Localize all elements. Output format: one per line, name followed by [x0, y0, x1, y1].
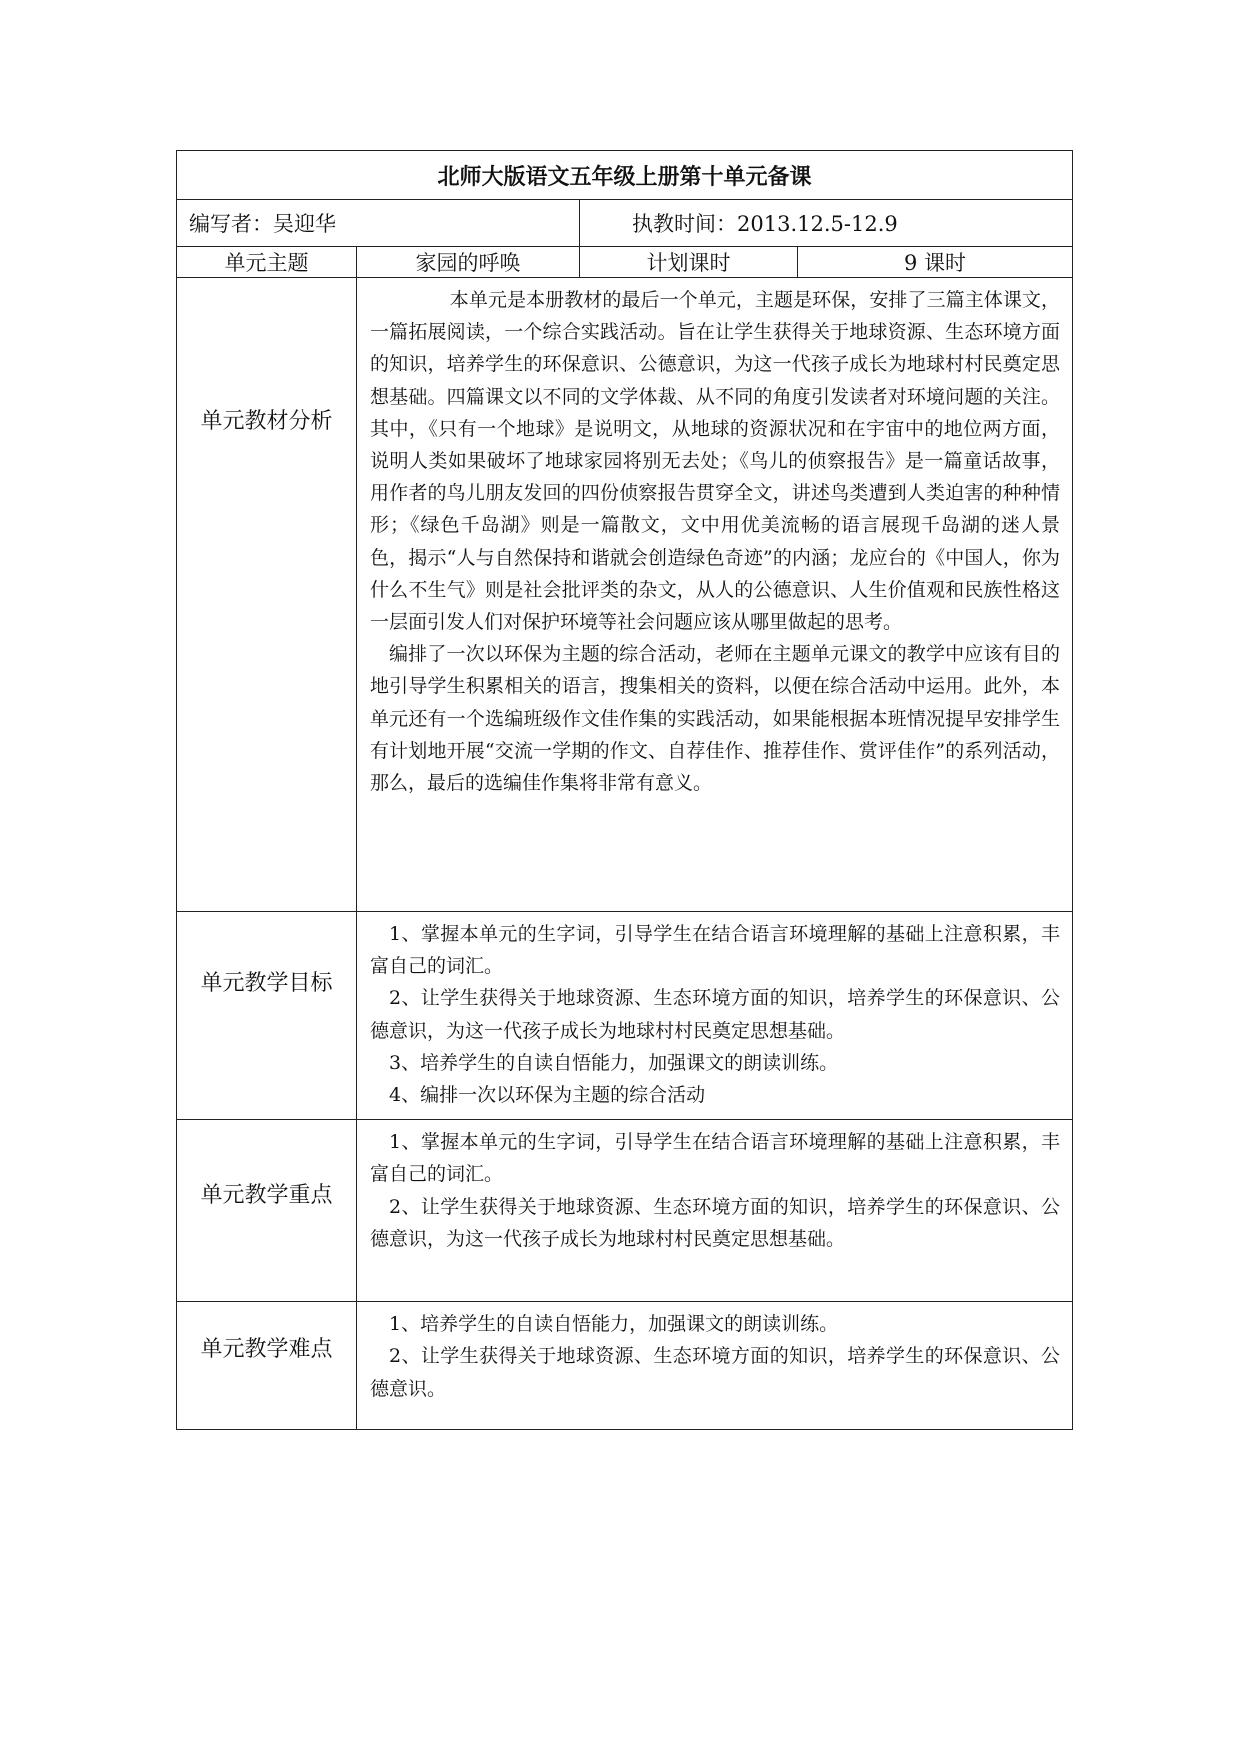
goal-item: 3、培养学生的自读自悟能力，加强课文的朗读训练。	[389, 1051, 839, 1074]
document-title: 北师大版语文五年级上册第十单元备课	[177, 151, 1073, 200]
teaching-time-cell: 执教时间：2013.12.5-12.9	[580, 200, 1073, 247]
lesson-plan-table	[176, 150, 1073, 1430]
analysis-paragraph-2: 编排了一次以环保为主题的综合活动，老师在主题单元课文的教学中应该有目的地引导学生积累相关的语言，搜集相关的资料，以便在综合活动中运用。此外，本单元还有一个选编班级作文佳作集的实践活动，如果能根据本班情况提早安排学生有计划地开展“交流一学期的作文、自荐佳作、推荐佳作、赏评佳作”的系列活动，那么，最后的选编佳作集将非常有意义。	[370, 643, 1061, 795]
focus-item: 1、掌握本单元的生字词，引导学生在结合语言环境理解的基础上注意积累，丰富自己的词汇。	[370, 1131, 1061, 1186]
goals-content	[357, 912, 1073, 1120]
goal-item: 4、编排一次以环保为主题的综合活动	[389, 1084, 706, 1107]
planned-hours-label: 计划课时	[580, 247, 798, 278]
unit-theme-value: 家园的呼唤	[357, 247, 580, 278]
goals-label: 单元教学目标	[177, 912, 357, 1120]
planned-hours-value: 9 课时	[798, 247, 1073, 278]
difficulty-item: 1、培养学生的自读自悟能力，加强课文的朗读训练。	[389, 1313, 839, 1336]
goal-item: 1、掌握本单元的生字词，引导学生在结合语言环境理解的基础上注意积累，丰富自己的词汇。	[370, 923, 1061, 978]
unit-theme-label: 单元主题	[177, 247, 357, 278]
difficulty-label: 单元教学难点	[177, 1302, 357, 1430]
focus-label: 单元教学重点	[177, 1120, 357, 1302]
difficulty-item: 2、让学生获得关于地球资源、生态环境方面的知识，培养学生的环保意识、公德意识。	[370, 1345, 1061, 1400]
analysis-paragraph-1: 本单元是本册教材的最后一个单元，主题是环保，安排了三篇主体课文，一篇拓展阅读，一个综合实践活动。旨在让学生获得关于地球资源、生态环境方面的知识，培养学生的环保意识、公德意识，为这一代孩子成长为地球村村民奠定思想基础。四篇课文以不同的文学体裁、从不同的角度引发读者对环境问题的关注。其中，《只有一个地球》是说明文，从地球的资源状况和在宇宙中的地位两方面，说明人类如果破坏了地球家园将别无去处；《鸟儿的侦察报告》是一篇童话故事，用作者的鸟儿朋友发回的四份侦察报告贯穿全文，讲述鸟类遭到人类迫害的种种情形；《绿色千岛湖》则是一篇散文，文中用优美流畅的语言展现千岛湖的迷人景色，揭示“人与自然保持和谐就会创造绿色奇迹”的内涵；龙应台的《中国人，你为什么不生气》则是社会批评类的杂文，从人的公德意识、人生价值观和民族性格这一层面引发人们对保护环境等社会问题应该从哪里做起的思考。	[370, 289, 1061, 634]
focus-content	[357, 1120, 1073, 1302]
analysis-content	[357, 278, 1073, 912]
author-cell: 编写者：吴迎华	[177, 200, 580, 247]
analysis-label: 单元教材分析	[177, 278, 357, 912]
difficulty-content	[357, 1302, 1073, 1430]
focus-item: 2、让学生获得关于地球资源、生态环境方面的知识，培养学生的环保意识、公德意识，为这一代孩子成长为地球村村民奠定思想基础。	[370, 1195, 1061, 1250]
goal-item: 2、让学生获得关于地球资源、生态环境方面的知识，培养学生的环保意识、公德意识，为这一代孩子成长为地球村村民奠定思想基础。	[370, 987, 1061, 1042]
